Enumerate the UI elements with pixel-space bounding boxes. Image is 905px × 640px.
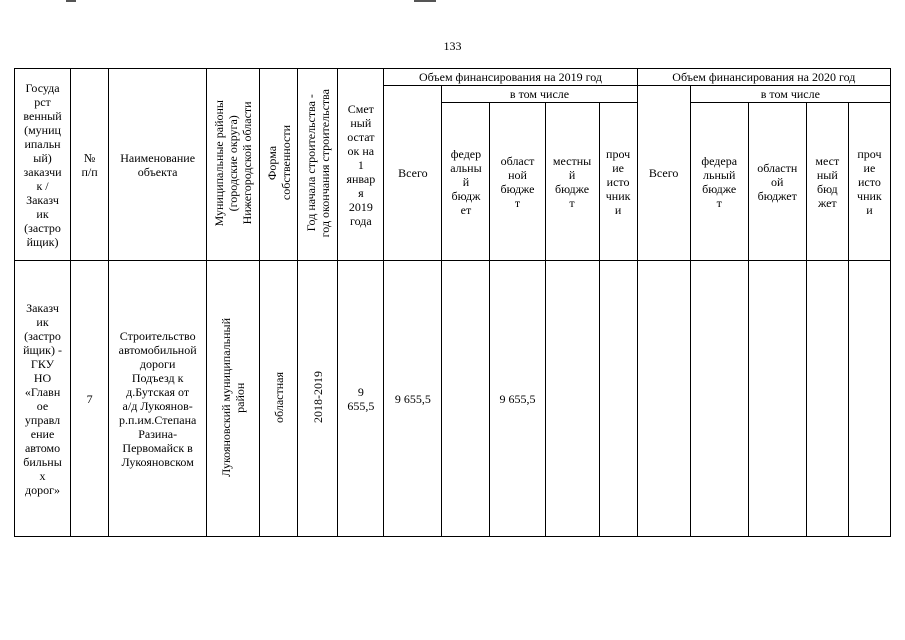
- header-ownership-cell: [260, 69, 298, 261]
- row-2019-total: 9 655,5: [384, 261, 442, 537]
- table-row: [15, 261, 891, 537]
- row-2019-regional: 9 655,5: [490, 261, 545, 537]
- page-number: 133: [443, 39, 462, 53]
- header-2019-regional: област ной бюдже т: [490, 103, 545, 261]
- header-districts: Муниципальные районы (городские округа) Нижегородской области: [212, 99, 255, 227]
- row-2020-local: [806, 261, 848, 537]
- header-number: № п/п: [71, 69, 109, 261]
- row-estimate: 9 655,5: [338, 261, 384, 537]
- row-district-cell: [207, 261, 260, 537]
- row-2019-local: [545, 261, 599, 537]
- row-2019-federal: [442, 261, 490, 537]
- scan-artifact: [66, 0, 76, 2]
- header-years-cell: [298, 69, 338, 261]
- header-2019-total: Всего: [384, 86, 442, 261]
- row-2019-other: [599, 261, 637, 537]
- header-districts-cell: [207, 69, 260, 261]
- row-years-cell: [298, 261, 338, 537]
- row-years: 2018-2019: [310, 371, 325, 423]
- header-2020-including: в том числе: [690, 86, 890, 103]
- scan-artifact: [414, 0, 436, 2]
- header-financing-2019: Объем финансирования на 2019 год: [384, 69, 637, 86]
- row-2020-total: [637, 261, 690, 537]
- header-2020-local: мест ный бюд жет: [806, 103, 848, 261]
- header-customer: Госуда рст венный (муниц ипальн ый) заказчи к / Заказч ик (застро йщик): [15, 69, 71, 261]
- row-ownership-cell: [260, 261, 298, 537]
- header-years: Год начала строительства - год окончания строительства: [303, 88, 332, 238]
- header-row-1: [15, 69, 891, 86]
- row-object-name: Строительство автомобильной дороги Подъезд к д.Бутская от а/д Лукоянов- р.п.им.Степана Разина- Первомайск в Лукояновском: [109, 261, 207, 537]
- row-2020-regional: [748, 261, 806, 537]
- row-ownership: областная: [271, 371, 286, 423]
- header-2019-federal: федер альны й бюдж ет: [442, 103, 490, 261]
- header-object-name: Наименование объекта: [109, 69, 207, 261]
- header-2020-total: Всего: [637, 86, 690, 261]
- header-2019-including: в том числе: [442, 86, 637, 103]
- header-2019-other: проч ие исто чник и: [599, 103, 637, 261]
- row-number: 7: [71, 261, 109, 537]
- row-district: Лукояновский муниципальный район: [219, 317, 248, 477]
- header-ownership: Форма собственности: [264, 125, 293, 201]
- financing-table: [14, 68, 891, 537]
- header-2019-local: местны й бюдже т: [545, 103, 599, 261]
- header-2020-other: проч ие исто чник и: [848, 103, 890, 261]
- row-customer: Заказч ик (застро йщик) - ГКУ НО «Главн ое управл ение автомо бильны х дорог»: [15, 261, 71, 537]
- row-2020-other: [848, 261, 890, 537]
- header-2020-federal: федера льный бюдже т: [690, 103, 748, 261]
- header-2020-regional: областн ой бюджет: [748, 103, 806, 261]
- header-estimate: Смет ный остат ок на 1 январ я 2019 года: [338, 69, 384, 261]
- row-2020-federal: [690, 261, 748, 537]
- header-financing-2020: Объем финансирования на 2020 год: [637, 69, 890, 86]
